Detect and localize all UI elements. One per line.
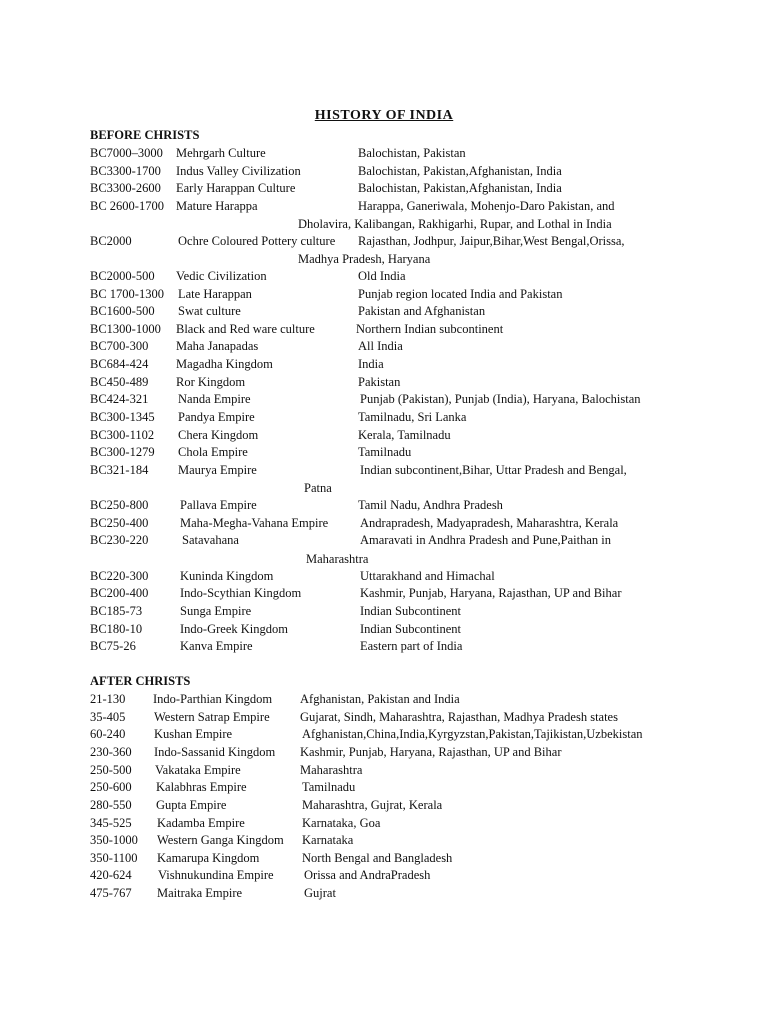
row-name: Chera Kingdom — [178, 428, 259, 442]
row-date: 475-767 — [90, 886, 132, 900]
row-date: BC700-300 — [90, 339, 149, 353]
row-region: Harappa, Ganeriwala, Mohenjo-Daro Pakistan, and — [358, 199, 615, 213]
table-row — [0, 444, 768, 461]
row-region: Eastern part of India — [360, 639, 463, 653]
table-row — [0, 568, 768, 585]
row-date: 21-130 — [90, 692, 126, 706]
row-date: BC2000 — [90, 234, 132, 248]
row-region-continuation: Patna — [304, 481, 332, 495]
row-region: Karnataka, Goa — [302, 816, 381, 830]
table-row — [0, 198, 768, 215]
row-region: Balochistan, Pakistan,Afghanistan, India — [358, 164, 562, 178]
row-name: Ochre Coloured Pottery culture — [178, 234, 336, 248]
row-region: Old India — [358, 269, 406, 283]
row-date: 280-550 — [90, 798, 132, 812]
row-name: Black and Red ware culture — [176, 322, 315, 336]
row-region-continuation: Maharashtra — [306, 552, 369, 566]
section-heading-after-christs: AFTER CHRISTS — [90, 674, 191, 688]
row-region: Indian Subcontinent — [360, 622, 462, 636]
row-region-continuation: Dholavira, Kalibangan, Rakhigarhi, Rupar, and Lothal in India — [298, 217, 612, 231]
row-name: Swat culture — [178, 304, 241, 318]
table-row — [0, 885, 768, 902]
row-date: BC450-489 — [90, 375, 149, 389]
row-region: Maharashtra — [300, 763, 363, 777]
table-row — [0, 321, 768, 338]
row-date: 60-240 — [90, 727, 126, 741]
row-date: BC300-1279 — [90, 445, 155, 459]
row-region: Gujarat, Sindh, Maharashtra, Rajasthan, Madhya Pradesh states — [300, 710, 618, 724]
row-name: Sunga Empire — [180, 604, 252, 618]
row-date: 35-405 — [90, 710, 126, 724]
row-date: BC250-400 — [90, 516, 149, 530]
row-name: Western Ganga Kingdom — [157, 833, 284, 847]
row-name: Vedic Civilization — [176, 269, 267, 283]
table-row — [0, 779, 768, 796]
row-name: Maha-Megha-Vahana Empire — [180, 516, 329, 530]
table-row — [0, 621, 768, 638]
row-name: Vakataka Empire — [155, 763, 241, 777]
row-date: BC424-321 — [90, 392, 149, 406]
row-date: BC3300-2600 — [90, 181, 161, 195]
row-name: Kalabhras Empire — [156, 780, 247, 794]
row-date: BC180-10 — [90, 622, 143, 636]
table-row — [0, 391, 768, 408]
table-row — [0, 691, 768, 708]
row-region: Gujrat — [304, 886, 336, 900]
row-name: Western Satrap Empire — [154, 710, 270, 724]
row-region: Punjab region located India and Pakistan — [358, 287, 563, 301]
row-name: Indo-Parthian Kingdom — [153, 692, 273, 706]
table-row — [0, 303, 768, 320]
page-title: HISTORY OF INDIA — [314, 108, 454, 123]
row-name: Chola Empire — [178, 445, 248, 459]
row-region: Pakistan and Afghanistan — [358, 304, 486, 318]
row-date: BC300-1102 — [90, 428, 155, 442]
row-region: Andrapradesh, Madyapradesh, Maharashtra, Kerala — [360, 516, 619, 530]
table-row — [0, 726, 768, 743]
row-name: Mature Harappa — [176, 199, 258, 213]
row-name: Magadha Kingdom — [176, 357, 273, 371]
table-row — [0, 603, 768, 620]
row-name: Nanda Empire — [178, 392, 251, 406]
row-region: Kerala, Tamilnadu — [358, 428, 451, 442]
row-date: BC 1700-1300 — [90, 287, 164, 301]
table-row — [0, 145, 768, 162]
row-region: Afghanistan,China,India,Kyrgyzstan,Pakistan,Tajikistan,Uzbekistan — [302, 727, 643, 741]
row-region: Afghanistan, Pakistan and India — [300, 692, 460, 706]
row-region: Balochistan, Pakistan,Afghanistan, India — [358, 181, 562, 195]
table-row — [0, 867, 768, 884]
row-date: BC230-220 — [90, 533, 149, 547]
section-heading-before-christs: BEFORE CHRISTS — [90, 128, 200, 142]
table-row — [0, 286, 768, 303]
row-region: Indian subcontinent,Bihar, Uttar Pradesh and Bengal, — [360, 463, 627, 477]
table-row — [0, 427, 768, 444]
table-row — [0, 762, 768, 779]
table-row — [0, 709, 768, 726]
row-date: BC300-1345 — [90, 410, 155, 424]
row-region: Tamilnadu — [358, 445, 412, 459]
row-region: Northern Indian subcontinent — [356, 322, 504, 336]
row-name: Pallava Empire — [180, 498, 257, 512]
table-row — [0, 532, 768, 549]
row-name: Maha Janapadas — [176, 339, 259, 353]
table-row — [0, 515, 768, 532]
table-row — [0, 832, 768, 849]
row-region: India — [358, 357, 384, 371]
row-date: BC1300-1000 — [90, 322, 161, 336]
table-row — [0, 338, 768, 355]
row-name: Kamarupa Kingdom — [157, 851, 260, 865]
row-name: Gupta Empire — [156, 798, 227, 812]
table-row — [0, 268, 768, 285]
row-region: Indian Subcontinent — [360, 604, 462, 618]
row-name: Kuninda Kingdom — [180, 569, 274, 583]
row-date: 250-500 — [90, 763, 132, 777]
row-name: Maurya Empire — [178, 463, 257, 477]
row-region: Kashmir, Punjab, Haryana, Rajasthan, UP and Bihar — [360, 586, 622, 600]
row-region: Maharashtra, Gujrat, Kerala — [302, 798, 443, 812]
table-row — [0, 497, 768, 514]
row-name: Indo-Scythian Kingdom — [180, 586, 302, 600]
table-row — [0, 744, 768, 761]
row-region: Amaravati in Andhra Pradesh and Pune,Paithan in — [360, 533, 611, 547]
row-date: 250-600 — [90, 780, 132, 794]
row-region: All India — [358, 339, 403, 353]
row-date: BC7000–3000 — [90, 146, 163, 160]
row-date: BC185-73 — [90, 604, 143, 618]
row-region: Tamilnadu — [302, 780, 356, 794]
table-row — [0, 850, 768, 867]
row-date: BC321-184 — [90, 463, 149, 477]
row-region: Rajasthan, Jodhpur, Jaipur,Bihar,West Bengal,Orissa, — [358, 234, 625, 248]
table-row — [0, 356, 768, 373]
row-name: Indo-Sassanid Kingdom — [154, 745, 276, 759]
table-row — [0, 797, 768, 814]
row-name: Kadamba Empire — [157, 816, 245, 830]
table-row — [0, 374, 768, 391]
row-region: Uttarakhand and Himachal — [360, 569, 495, 583]
row-name: Mehrgarh Culture — [176, 146, 266, 160]
row-name: Late Harappan — [178, 287, 252, 301]
row-name: Indo-Greek Kingdom — [180, 622, 288, 636]
row-region: Pakistan — [358, 375, 401, 389]
row-region: Tamilnadu, Sri Lanka — [358, 410, 467, 424]
row-name: Kanva Empire — [180, 639, 253, 653]
table-row — [0, 180, 768, 197]
row-date: BC2000-500 — [90, 269, 155, 283]
row-name: Indus Valley Civilization — [176, 164, 301, 178]
table-row — [0, 815, 768, 832]
table-row — [0, 233, 768, 250]
row-region: Kashmir, Punjab, Haryana, Rajasthan, UP and Bihar — [300, 745, 562, 759]
row-date: 350-1100 — [90, 851, 138, 865]
row-name: Maitraka Empire — [157, 886, 243, 900]
row-region: Orissa and AndraPradesh — [304, 868, 431, 882]
table-row — [0, 409, 768, 426]
row-date: BC 2600-1700 — [90, 199, 164, 213]
row-region: Punjab (Pakistan), Punjab (India), Haryana, Balochistan — [360, 392, 641, 406]
row-name: Vishnukundina Empire — [158, 868, 274, 882]
row-date: 420-624 — [90, 868, 132, 882]
row-date: BC250-800 — [90, 498, 149, 512]
row-name: Satavahana — [182, 533, 239, 547]
row-region-continuation: Madhya Pradesh, Haryana — [298, 252, 431, 266]
row-name: Early Harappan Culture — [176, 181, 296, 195]
row-region: North Bengal and Bangladesh — [302, 851, 453, 865]
table-row — [0, 462, 768, 479]
row-date: 345-525 — [90, 816, 132, 830]
row-date: BC200-400 — [90, 586, 149, 600]
row-date: BC684-424 — [90, 357, 149, 371]
table-row — [0, 638, 768, 655]
row-date: 230-360 — [90, 745, 132, 759]
row-name: Kushan Empire — [154, 727, 233, 741]
table-row — [0, 163, 768, 180]
row-date: 350-1000 — [90, 833, 138, 847]
row-date: BC1600-500 — [90, 304, 155, 318]
row-name: Pandya Empire — [178, 410, 255, 424]
row-region: Balochistan, Pakistan — [358, 146, 466, 160]
row-name: Ror Kingdom — [176, 375, 246, 389]
row-date: BC220-300 — [90, 569, 149, 583]
row-region: Karnataka — [302, 833, 354, 847]
row-date: BC3300-1700 — [90, 164, 161, 178]
row-date: BC75-26 — [90, 639, 136, 653]
table-row — [0, 585, 768, 602]
row-region: Tamil Nadu, Andhra Pradesh — [358, 498, 503, 512]
